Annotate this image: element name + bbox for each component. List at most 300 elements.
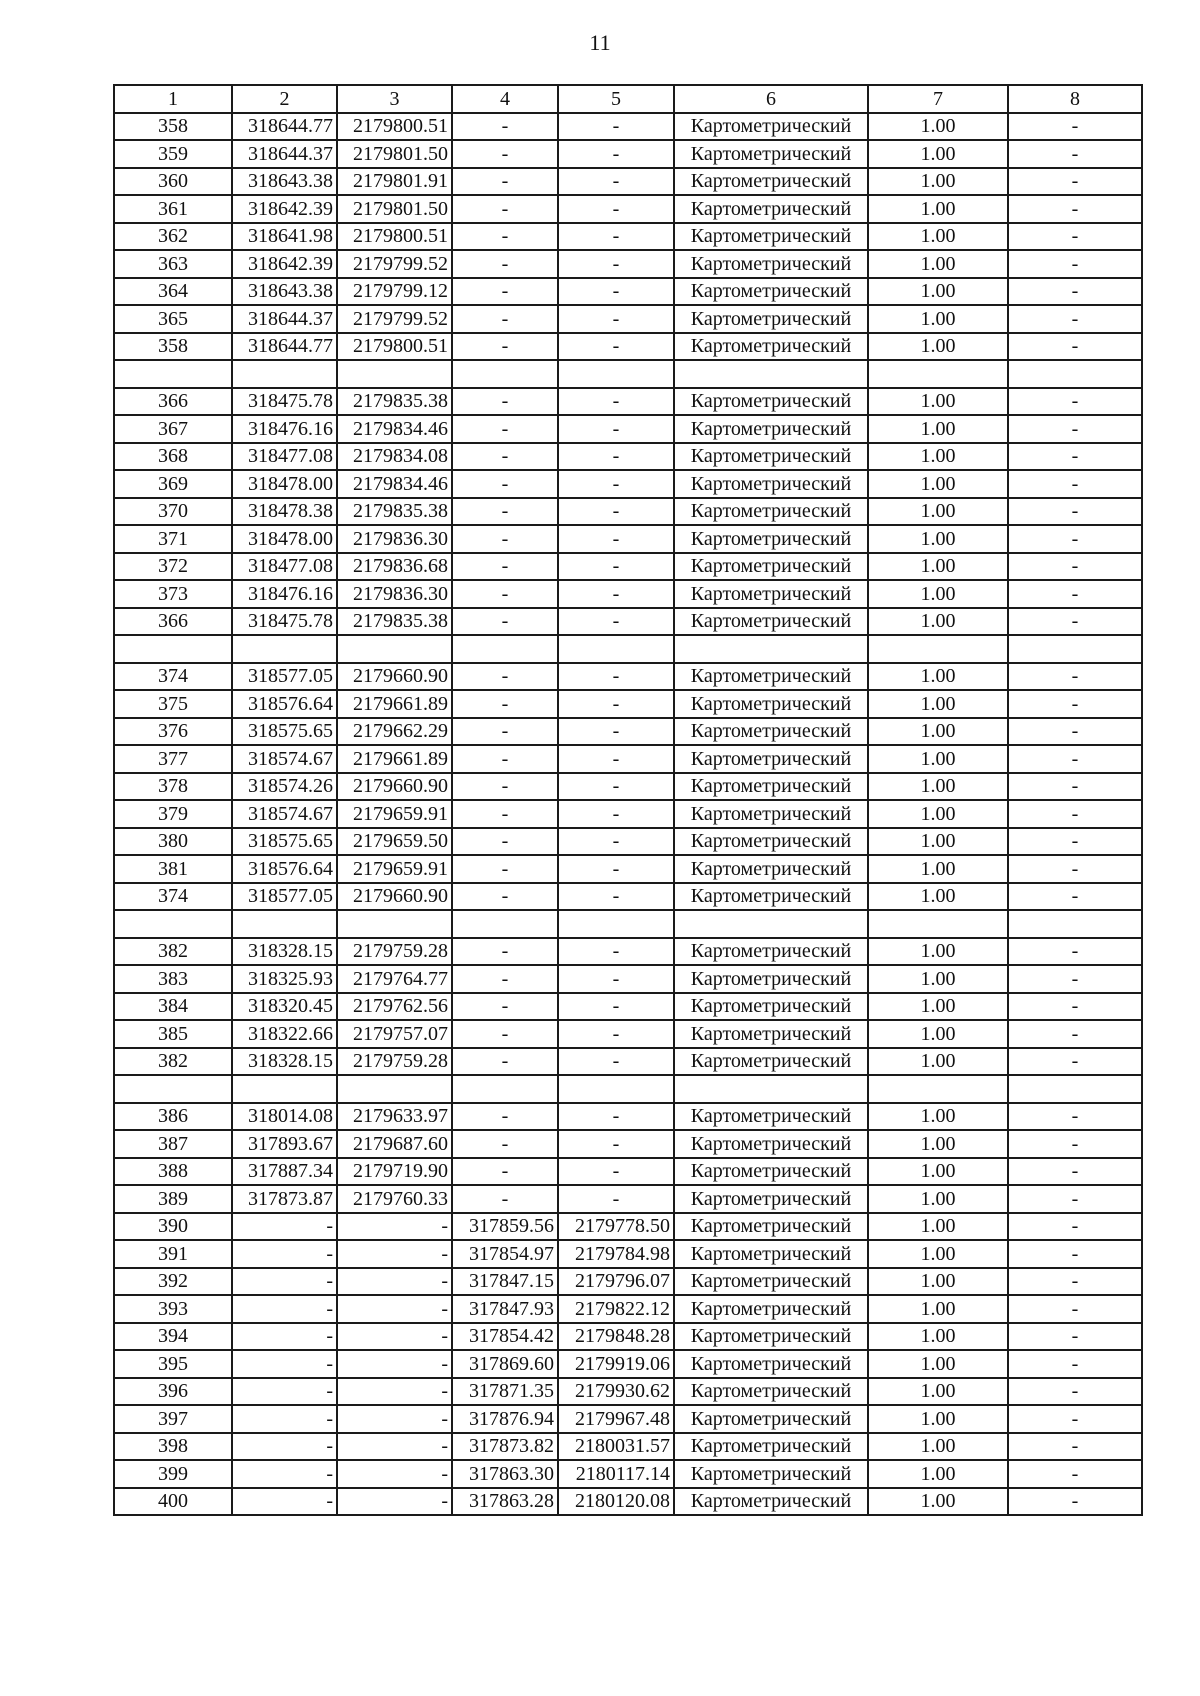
table-cell-col-3: 2179835.38 <box>337 388 452 416</box>
table-cell-col-7: 1.00 <box>868 828 1008 856</box>
table-cell-col-6: Картометрический <box>674 140 868 168</box>
table-cell-col-5: - <box>558 168 674 196</box>
table-cell-col-6: Картометрический <box>674 1323 868 1351</box>
table-cell-col-1: 364 <box>114 278 232 306</box>
table-cell-col-7: 1.00 <box>868 250 1008 278</box>
table-cell-col-5: - <box>558 663 674 691</box>
table-cell-col-1: 366 <box>114 608 232 636</box>
table-row <box>114 773 1142 801</box>
table-cell-col-3: 2179757.07 <box>337 1020 452 1048</box>
coordinates-table <box>113 84 1143 1516</box>
table-cell-col-1: 400 <box>114 1488 232 1516</box>
table-cell-col-4 <box>452 1075 558 1103</box>
table-cell-col-2: 318477.08 <box>232 553 337 581</box>
table-cell-col-1: 365 <box>114 305 232 333</box>
table-cell-col-6: Картометрический <box>674 993 868 1021</box>
table-cell-col-8: - <box>1008 443 1142 471</box>
table-cell-col-2: 318577.05 <box>232 883 337 911</box>
table-cell-col-5: - <box>558 113 674 141</box>
table-cell-col-8: - <box>1008 333 1142 361</box>
table-cell-col-8: - <box>1008 1405 1142 1433</box>
table-cell-col-1: 358 <box>114 113 232 141</box>
table-cell-col-2: 318478.00 <box>232 470 337 498</box>
table-cell-col-1: 382 <box>114 938 232 966</box>
table-cell-col-8: - <box>1008 1323 1142 1351</box>
table-cell-col-4: - <box>452 773 558 801</box>
table-cell-col-1: 392 <box>114 1268 232 1296</box>
table-cell-col-3 <box>337 1075 452 1103</box>
table-cell-col-1: 388 <box>114 1158 232 1186</box>
table-cell-col-6: Картометрический <box>674 1405 868 1433</box>
table-cell-col-3: 2179801.50 <box>337 140 452 168</box>
table-cell-col-1: 386 <box>114 1103 232 1131</box>
table-row <box>114 1295 1142 1323</box>
table-cell-col-4: - <box>452 1020 558 1048</box>
table-cell-col-8: - <box>1008 718 1142 746</box>
table-cell-col-4: - <box>452 443 558 471</box>
table-cell-col-7: 1.00 <box>868 278 1008 306</box>
table-cell-col-3: 2179800.51 <box>337 223 452 251</box>
table-cell-col-3: 2179835.38 <box>337 498 452 526</box>
table-cell-col-2: 318477.08 <box>232 443 337 471</box>
table-cell-col-7 <box>868 635 1008 663</box>
table-cell-col-3: 2179834.46 <box>337 470 452 498</box>
header-cell-1: 1 <box>114 85 232 113</box>
table-cell-col-2 <box>232 635 337 663</box>
table-cell-col-4: 317873.82 <box>452 1433 558 1461</box>
table-cell-col-5: - <box>558 745 674 773</box>
table-cell-col-7: 1.00 <box>868 1130 1008 1158</box>
table-cell-col-4: - <box>452 800 558 828</box>
table-cell-col-7: 1.00 <box>868 140 1008 168</box>
table-cell-col-4 <box>452 360 558 388</box>
table-cell-col-2: - <box>232 1350 337 1378</box>
table-cell-col-7: 1.00 <box>868 1295 1008 1323</box>
table-cell-col-7: 1.00 <box>868 773 1008 801</box>
table-cell-col-5: - <box>558 470 674 498</box>
table-cell-col-3: 2179836.68 <box>337 553 452 581</box>
table-cell-col-6: Картометрический <box>674 938 868 966</box>
table-cell-col-6: Картометрический <box>674 168 868 196</box>
table-cell-col-2: 318642.39 <box>232 250 337 278</box>
table-cell-col-5: - <box>558 800 674 828</box>
table-row <box>114 553 1142 581</box>
header-row <box>114 85 1142 113</box>
table-cell-col-8: - <box>1008 1130 1142 1158</box>
table-row <box>114 745 1142 773</box>
table-row <box>114 1020 1142 1048</box>
table-cell-col-1 <box>114 635 232 663</box>
page-number: 11 <box>589 30 611 55</box>
table-cell-col-2: 318476.16 <box>232 580 337 608</box>
table-cell-col-6 <box>674 635 868 663</box>
table-cell-col-4: 317847.15 <box>452 1268 558 1296</box>
table-cell-col-1: 394 <box>114 1323 232 1351</box>
table-cell-col-4: - <box>452 525 558 553</box>
table-cell-col-2 <box>232 360 337 388</box>
table-cell-col-5: 2179848.28 <box>558 1323 674 1351</box>
table-cell-col-3: - <box>337 1488 452 1516</box>
table-cell-col-7: 1.00 <box>868 525 1008 553</box>
table-cell-col-7: 1.00 <box>868 663 1008 691</box>
table-cell-col-1: 398 <box>114 1433 232 1461</box>
table-cell-col-2: 318574.67 <box>232 800 337 828</box>
table-row <box>114 525 1142 553</box>
table-row <box>114 1378 1142 1406</box>
table-cell-col-5: 2179967.48 <box>558 1405 674 1433</box>
table-cell-col-4: - <box>452 333 558 361</box>
table-cell-col-2: 318574.67 <box>232 745 337 773</box>
table-row <box>114 388 1142 416</box>
table-cell-col-5: - <box>558 278 674 306</box>
table-cell-col-2: - <box>232 1405 337 1433</box>
table-cell-col-4: - <box>452 498 558 526</box>
table-row <box>114 415 1142 443</box>
table-cell-col-3: 2179834.08 <box>337 443 452 471</box>
table-cell-col-8: - <box>1008 608 1142 636</box>
table-cell-col-8 <box>1008 635 1142 663</box>
table-cell-col-8: - <box>1008 553 1142 581</box>
table-cell-col-2: - <box>232 1433 337 1461</box>
table-cell-col-6: Картометрический <box>674 965 868 993</box>
table-cell-col-2: 318325.93 <box>232 965 337 993</box>
table-cell-col-8 <box>1008 1075 1142 1103</box>
table-cell-col-1: 395 <box>114 1350 232 1378</box>
table-cell-col-7: 1.00 <box>868 1268 1008 1296</box>
table-cell-col-8: - <box>1008 663 1142 691</box>
table-cell-col-6: Картометрический <box>674 1048 868 1076</box>
table-body <box>114 113 1142 1516</box>
table-cell-col-7: 1.00 <box>868 580 1008 608</box>
table-cell-col-1: 397 <box>114 1405 232 1433</box>
table-cell-col-8: - <box>1008 1020 1142 1048</box>
table-cell-col-5: - <box>558 855 674 883</box>
table-cell-col-8: - <box>1008 1158 1142 1186</box>
table-cell-col-1: 359 <box>114 140 232 168</box>
table-cell-col-2: 318475.78 <box>232 608 337 636</box>
table-cell-col-8: - <box>1008 690 1142 718</box>
table-cell-col-2: 318476.16 <box>232 415 337 443</box>
table-cell-col-2: 318644.77 <box>232 333 337 361</box>
table-cell-col-2: - <box>232 1488 337 1516</box>
table-cell-col-4: 317876.94 <box>452 1405 558 1433</box>
table-cell-col-5: - <box>558 195 674 223</box>
table-cell-col-4: - <box>452 1048 558 1076</box>
table-cell-col-6: Картометрический <box>674 1213 868 1241</box>
table-cell-col-4: - <box>452 938 558 966</box>
table-cell-col-3: - <box>337 1460 452 1488</box>
table-row <box>114 1048 1142 1076</box>
table-row <box>114 250 1142 278</box>
table-cell-col-1: 391 <box>114 1240 232 1268</box>
table-cell-col-3: 2179799.52 <box>337 305 452 333</box>
table-cell-col-4: - <box>452 1103 558 1131</box>
table-cell-col-4: - <box>452 663 558 691</box>
table-cell-col-6: Картометрический <box>674 663 868 691</box>
table-cell-col-8: - <box>1008 388 1142 416</box>
table-cell-col-1: 370 <box>114 498 232 526</box>
table-cell-col-4: - <box>452 1158 558 1186</box>
table-row <box>114 1405 1142 1433</box>
table-cell-col-8: - <box>1008 993 1142 1021</box>
table-cell-col-6: Картометрический <box>674 1433 868 1461</box>
table-cell-col-7: 1.00 <box>868 993 1008 1021</box>
table-cell-col-3 <box>337 635 452 663</box>
table-cell-col-4: 317854.97 <box>452 1240 558 1268</box>
table-cell-col-7: 1.00 <box>868 1350 1008 1378</box>
table-cell-col-6: Картометрический <box>674 305 868 333</box>
table-cell-col-8: - <box>1008 305 1142 333</box>
table-cell-col-5: - <box>558 525 674 553</box>
table-cell-col-7 <box>868 1075 1008 1103</box>
table-row <box>114 663 1142 691</box>
table-cell-col-5: - <box>558 223 674 251</box>
table-cell-col-2: 318641.98 <box>232 223 337 251</box>
table-cell-col-7 <box>868 360 1008 388</box>
table-cell-col-6: Картометрический <box>674 1020 868 1048</box>
header-cell-4: 4 <box>452 85 558 113</box>
table-cell-col-8: - <box>1008 800 1142 828</box>
table-cell-col-6: Картометрический <box>674 1240 868 1268</box>
table-cell-col-7: 1.00 <box>868 553 1008 581</box>
table-cell-col-2: 318478.38 <box>232 498 337 526</box>
table-row <box>114 910 1142 938</box>
table-cell-col-4: - <box>452 828 558 856</box>
table-cell-col-6: Картометрический <box>674 745 868 773</box>
table-cell-col-1: 393 <box>114 1295 232 1323</box>
table-cell-col-3: 2179834.46 <box>337 415 452 443</box>
table-cell-col-5: - <box>558 305 674 333</box>
table-cell-col-6: Картометрический <box>674 608 868 636</box>
table-row <box>114 1075 1142 1103</box>
table-cell-col-3: 2179759.28 <box>337 1048 452 1076</box>
table-cell-col-1: 361 <box>114 195 232 223</box>
table-cell-col-7: 1.00 <box>868 388 1008 416</box>
table-cell-col-7: 1.00 <box>868 938 1008 966</box>
table-cell-col-7: 1.00 <box>868 113 1008 141</box>
table-cell-col-5: - <box>558 333 674 361</box>
table-cell-col-6: Картометрический <box>674 690 868 718</box>
table-cell-col-5: - <box>558 1048 674 1076</box>
table-cell-col-5: - <box>558 498 674 526</box>
table-cell-col-3: - <box>337 1350 452 1378</box>
table-cell-col-4: - <box>452 223 558 251</box>
table-cell-col-6: Картометрический <box>674 773 868 801</box>
table-cell-col-8: - <box>1008 113 1142 141</box>
table-cell-col-5: - <box>558 773 674 801</box>
table-cell-col-6: Картометрический <box>674 883 868 911</box>
table-cell-col-4: - <box>452 993 558 1021</box>
table-cell-col-6: Картометрический <box>674 1185 868 1213</box>
table-cell-col-6: Картометрический <box>674 1378 868 1406</box>
table-cell-col-8: - <box>1008 828 1142 856</box>
table-cell-col-5 <box>558 910 674 938</box>
table-cell-col-4: - <box>452 195 558 223</box>
table-cell-col-7: 1.00 <box>868 1048 1008 1076</box>
table-cell-col-2: 317873.87 <box>232 1185 337 1213</box>
table-cell-col-4: 317847.93 <box>452 1295 558 1323</box>
table-cell-col-1: 380 <box>114 828 232 856</box>
table-cell-col-3: - <box>337 1213 452 1241</box>
table-cell-col-8: - <box>1008 1268 1142 1296</box>
table-cell-col-6: Картометрический <box>674 498 868 526</box>
table-cell-col-7: 1.00 <box>868 1185 1008 1213</box>
table-cell-col-4: - <box>452 553 558 581</box>
table-cell-col-2: 318644.37 <box>232 305 337 333</box>
table-cell-col-1: 372 <box>114 553 232 581</box>
table-cell-col-2: 318574.26 <box>232 773 337 801</box>
table-row <box>114 1350 1142 1378</box>
table-cell-col-6: Картометрический <box>674 443 868 471</box>
table-cell-col-4: - <box>452 608 558 636</box>
table-cell-col-1: 366 <box>114 388 232 416</box>
table-cell-col-5: - <box>558 1185 674 1213</box>
table-cell-col-2: 318644.37 <box>232 140 337 168</box>
table-cell-col-5: 2180120.08 <box>558 1488 674 1516</box>
table-cell-col-6: Картометрический <box>674 580 868 608</box>
header-cell-3: 3 <box>337 85 452 113</box>
table-row <box>114 278 1142 306</box>
table-cell-col-8: - <box>1008 498 1142 526</box>
table-cell-col-6: Картометрический <box>674 113 868 141</box>
table-cell-col-4: - <box>452 415 558 443</box>
table-cell-col-3: 2179762.56 <box>337 993 452 1021</box>
table-cell-col-1: 382 <box>114 1048 232 1076</box>
table-row <box>114 360 1142 388</box>
table-cell-col-5: - <box>558 718 674 746</box>
table-cell-col-8: - <box>1008 1213 1142 1241</box>
table-cell-col-7: 1.00 <box>868 443 1008 471</box>
table-cell-col-3: 2179835.38 <box>337 608 452 636</box>
table-cell-col-7: 1.00 <box>868 1103 1008 1131</box>
table-cell-col-4: 317863.28 <box>452 1488 558 1516</box>
table-cell-col-6: Картометрический <box>674 333 868 361</box>
table-row <box>114 855 1142 883</box>
table-cell-col-8: - <box>1008 1103 1142 1131</box>
table-cell-col-6: Картометрический <box>674 388 868 416</box>
table-cell-col-8: - <box>1008 1488 1142 1516</box>
table-cell-col-1: 374 <box>114 883 232 911</box>
table-cell-col-7: 1.00 <box>868 415 1008 443</box>
table-cell-col-2: 318322.66 <box>232 1020 337 1048</box>
table-cell-col-1: 363 <box>114 250 232 278</box>
table-row <box>114 718 1142 746</box>
table-cell-col-2: 318475.78 <box>232 388 337 416</box>
table-cell-col-3: 2179687.60 <box>337 1130 452 1158</box>
table-cell-col-4 <box>452 635 558 663</box>
table-row <box>114 883 1142 911</box>
table-cell-col-5 <box>558 1075 674 1103</box>
table-row <box>114 800 1142 828</box>
table-row <box>114 443 1142 471</box>
table-cell-col-3: 2179659.91 <box>337 855 452 883</box>
table-row <box>114 498 1142 526</box>
table-cell-col-7 <box>868 910 1008 938</box>
table-cell-col-2: - <box>232 1268 337 1296</box>
table-cell-col-4: - <box>452 388 558 416</box>
table-cell-col-3: - <box>337 1433 452 1461</box>
table-row <box>114 333 1142 361</box>
table-cell-col-3: - <box>337 1295 452 1323</box>
table-cell-col-1: 389 <box>114 1185 232 1213</box>
table-cell-col-8 <box>1008 360 1142 388</box>
table-cell-col-1: 367 <box>114 415 232 443</box>
table-cell-col-4: 317854.42 <box>452 1323 558 1351</box>
table-cell-col-8: - <box>1008 745 1142 773</box>
table-cell-col-1: 396 <box>114 1378 232 1406</box>
table-row <box>114 1103 1142 1131</box>
table-cell-col-5: - <box>558 1020 674 1048</box>
table-cell-col-1: 360 <box>114 168 232 196</box>
table-cell-col-8: - <box>1008 1240 1142 1268</box>
table-cell-col-7: 1.00 <box>868 305 1008 333</box>
table-cell-col-5: 2180117.14 <box>558 1460 674 1488</box>
table-cell-col-3: 2179660.90 <box>337 773 452 801</box>
table-cell-col-5: 2179784.98 <box>558 1240 674 1268</box>
table-cell-col-2: 318644.77 <box>232 113 337 141</box>
table-cell-col-4: - <box>452 883 558 911</box>
table-cell-col-5: 2179822.12 <box>558 1295 674 1323</box>
table-cell-col-1: 358 <box>114 333 232 361</box>
table-row <box>114 305 1142 333</box>
table-cell-col-4: - <box>452 690 558 718</box>
table-cell-col-4 <box>452 910 558 938</box>
table-cell-col-8: - <box>1008 1350 1142 1378</box>
table-cell-col-3: 2179660.90 <box>337 663 452 691</box>
table-cell-col-6: Картометрический <box>674 1460 868 1488</box>
table-cell-col-4: - <box>452 855 558 883</box>
table-cell-col-7: 1.00 <box>868 883 1008 911</box>
table-row <box>114 580 1142 608</box>
table-cell-col-4: - <box>452 580 558 608</box>
table-row <box>114 1488 1142 1516</box>
table-cell-col-7: 1.00 <box>868 608 1008 636</box>
table-cell-col-3: 2179801.50 <box>337 195 452 223</box>
table-row <box>114 608 1142 636</box>
table-row <box>114 1185 1142 1213</box>
table-row <box>114 1323 1142 1351</box>
table-cell-col-4: - <box>452 113 558 141</box>
table-cell-col-8: - <box>1008 965 1142 993</box>
table-cell-col-3 <box>337 910 452 938</box>
table-cell-col-8: - <box>1008 278 1142 306</box>
table-cell-col-5: - <box>558 828 674 856</box>
table-cell-col-1: 390 <box>114 1213 232 1241</box>
table-cell-col-3: 2179659.91 <box>337 800 452 828</box>
table-row <box>114 690 1142 718</box>
table-cell-col-3: 2179836.30 <box>337 580 452 608</box>
table-cell-col-2: - <box>232 1240 337 1268</box>
table-cell-col-8: - <box>1008 773 1142 801</box>
table-row <box>114 635 1142 663</box>
table-cell-col-5: - <box>558 250 674 278</box>
table-cell-col-4: - <box>452 250 558 278</box>
table-cell-col-6: Картометрический <box>674 250 868 278</box>
table-cell-col-8: - <box>1008 168 1142 196</box>
table-cell-col-7: 1.00 <box>868 1488 1008 1516</box>
table-cell-col-4: 317871.35 <box>452 1378 558 1406</box>
table-cell-col-6 <box>674 910 868 938</box>
table-cell-col-2: 318328.15 <box>232 1048 337 1076</box>
table-cell-col-1 <box>114 360 232 388</box>
header-cell-8: 8 <box>1008 85 1142 113</box>
table-row <box>114 1433 1142 1461</box>
table-cell-col-7: 1.00 <box>868 1323 1008 1351</box>
table-cell-col-2: 317887.34 <box>232 1158 337 1186</box>
table-cell-col-1: 381 <box>114 855 232 883</box>
table-cell-col-3: 2179661.89 <box>337 745 452 773</box>
table-cell-col-6: Картометрический <box>674 828 868 856</box>
